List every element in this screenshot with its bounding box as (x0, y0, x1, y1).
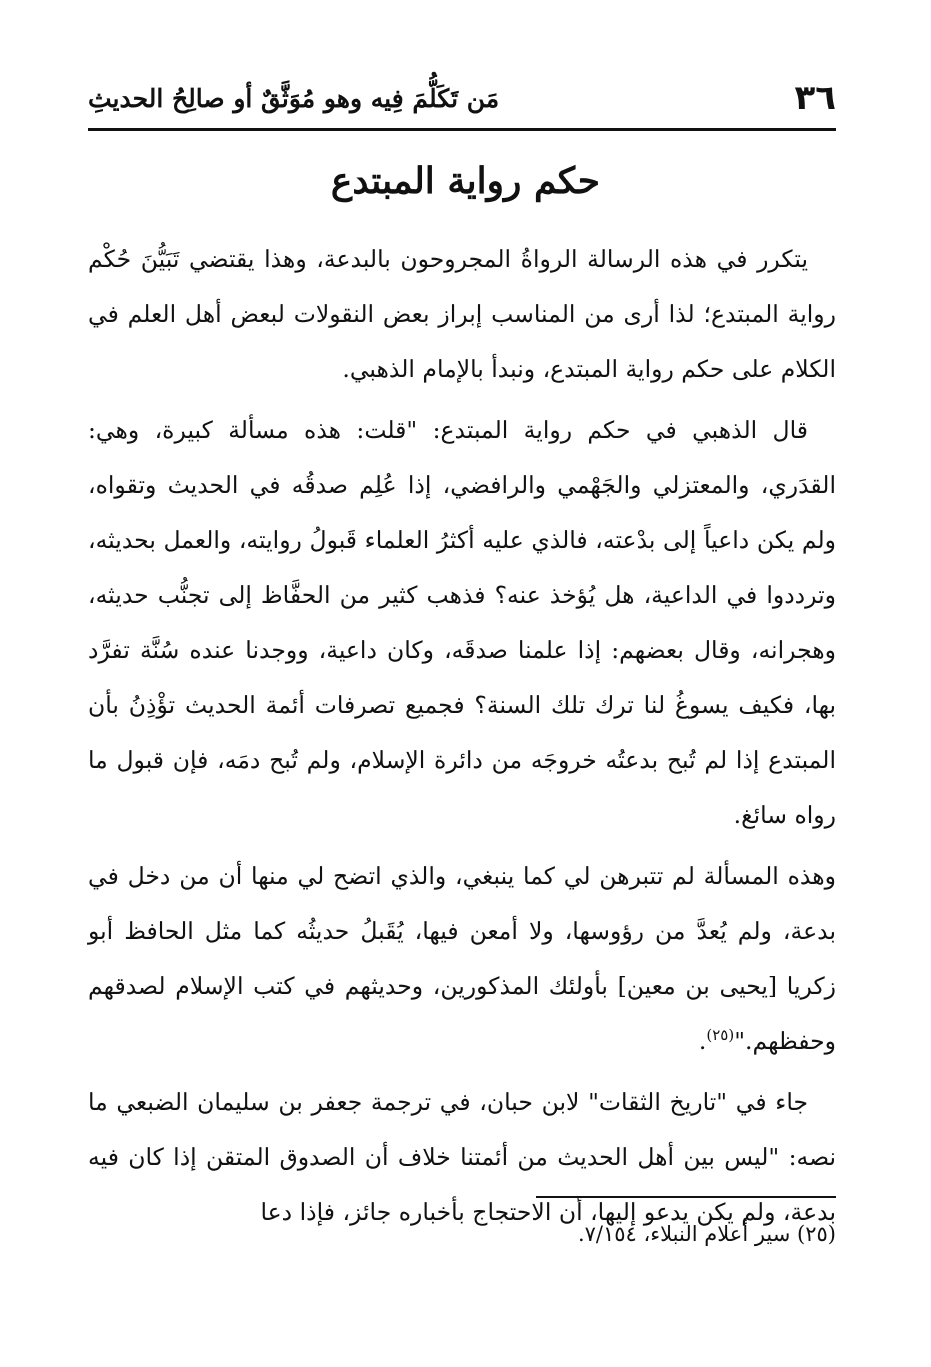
paragraph-text: وهذه المسألة لم تتبرهن لي كما ينبغي، والذي اتضح لي منها أن من دخل في بدعة، ولم يُعدَّ من رؤوسها، ولا أمعن فيها، يُقَبلُ حديثُه كما مثل الحافظ أبو زكريا [يحيى بن معين] بأولئك المذكورين، وحديثهم في كتب الإسلام لصدقهم وحفظهم." (88, 862, 836, 1055)
footnote-reference: (٢٥) (706, 1026, 735, 1045)
running-head (88, 70, 836, 126)
chapter-title: حكم رواية المبتدع (330, 160, 601, 202)
header-rule (88, 128, 836, 131)
footnote: (٢٥) سير أعلام النبلاء، ٧/١٥٤. (577, 1222, 836, 1246)
paragraph: قال الذهبي في حكم رواية المبتدع: "قلت: هذه مسألة كبيرة، وهي: القدَري، والمعتزلي والجَهْمي والرافضي، إذا عُلِم صدقُه في الحديث وتقواه، ولم يكن داعياً إلى بدْعته، فالذي عليه أكثرُ العلماء قَبولُ روايته، والعمل بحديثه، وترددوا في الداعية، هل يُؤخذ عنه؟ فذهب كثير من الحفَّاظ إلى تجنُّب حديثه، وهجرانه، وقال بعضهم: إذا علمنا صدقَه، وكان داعية، ووجدنا عنده سُنَّة تفرَّد بها، فكيف يسوغُ لنا ترك تلك السنة؟ فجميع تصرفات أئمة الحديث تؤْذِنُ بأن المبتدع إذا لم تُبح بدعتُه خروجَه من دائرة الإسلام، ولم تُبح دمَه، فإن قبول ما رواه سائغ. (88, 416, 836, 829)
footnote-rule (536, 1196, 836, 1198)
running-title: مَن تَكَلُّمَ فِيه وهو مُوَثَّقٌ أو صالِحُ الحديثِ (88, 83, 500, 113)
paragraph: جاء في "تاريخ الثقات" لابن حبان، في ترجمة جعفر بن سليمان الضبعي ما نصه: "ليس بين أهل الحديث من أئمتنا خلاف أن الصدوق المتقن إذا كان فيه بدعة، ولم يكن يدعو إليها، أن الاحتجاج بأخباره جائز، فإذا دعا (88, 1088, 836, 1226)
body-text (88, 232, 836, 1246)
page-number: ٣٦ (794, 78, 836, 118)
paragraph: وهذه المسألة لم تتبرهن لي كما ينبغي، والذي اتضح لي منها أن من دخل في بدعة، ولم يُعدَّ من رؤوسها، ولا أمعن فيها، يُقَبلُ حديثُه كما مثل الحافظ أبو زكريا [يحيى بن معين] بأولئك المذكورين، وحديثهم في كتب الإسلام لصدقهم وحفظهم."$^{(٢٥)}$. (88, 862, 836, 1055)
paragraph: يتكرر في هذه الرسالة الرواةُ المجروحون بالبدعة، وهذا يقتضي تَبَيُّنَ حُكْم رواية المبتدع؛ لذا أرى من المناسب إبراز بعض النقولات لبعض أهل العلم في الكلام على حكم رواية المبتدع، ونبدأ بالإمام الذهبي. (88, 245, 836, 383)
